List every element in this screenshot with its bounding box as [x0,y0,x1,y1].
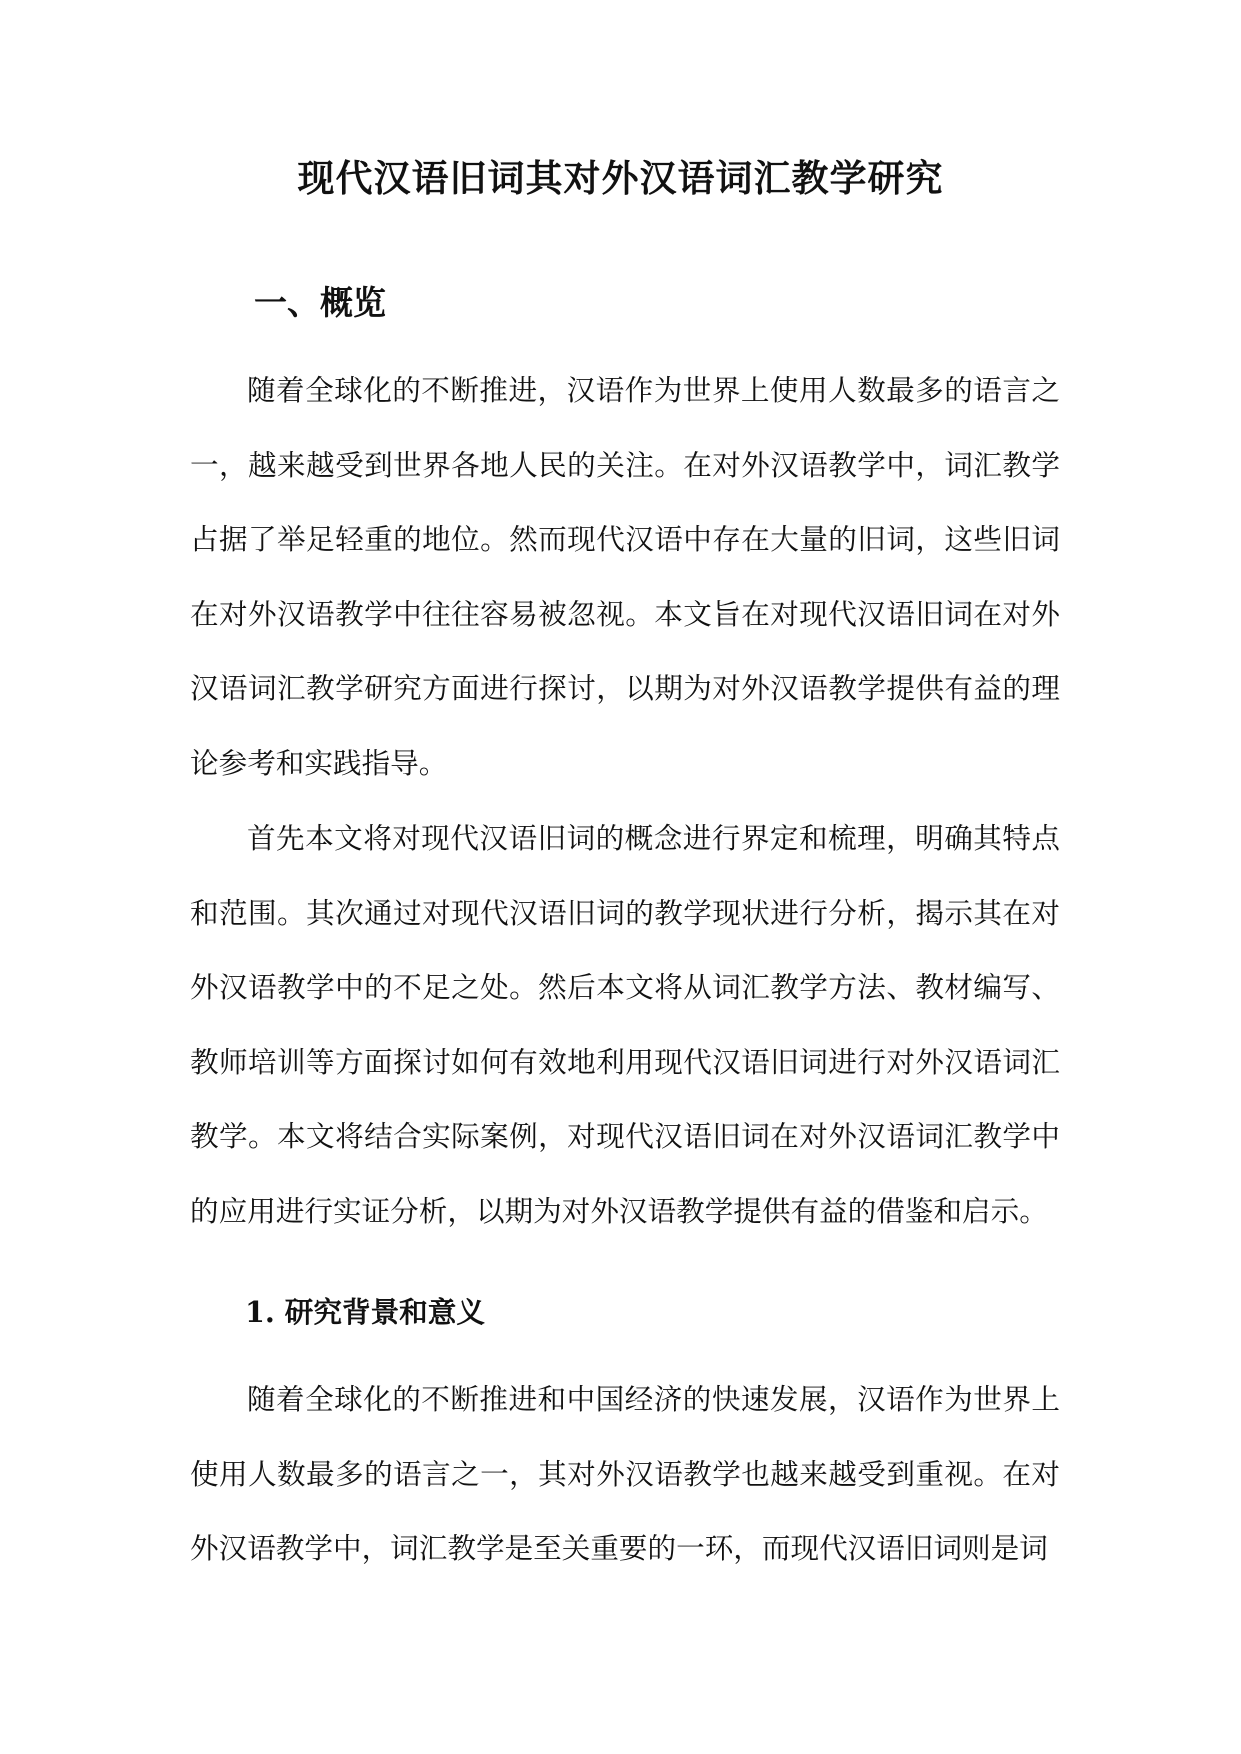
document-title: 现代汉语旧词其对外汉语词汇教学研究 [297,156,944,200]
paragraph: 首先本文将对现代汉语旧词的概念进行界定和梳理，明确其特点和范围。其次通过对现代汉语旧词的教学现状进行分析，揭示其在对外汉语教学中的不足之处。然后本文将从词汇教学方法、教材编写、教师培训等方面探讨如何有效地利用现代汉语旧词进行对外汉语词汇教学。本文将结合实际案例，对现代汉语旧词在对外汉语词汇教学中的应用进行实证分析，以期为对外汉语教学提供有益的借鉴和启示。 [190,821,1060,1228]
paragraph: 随着全球化的不断推进，汉语作为世界上使用人数最多的语言之一，越来越受到世界各地人民的关注。在对外汉语教学中，词汇教学占据了举足轻重的地位。然而现代汉语中存在大量的旧词，这些旧词在对外汉语教学中往往容易被忽视。本文旨在对现代汉语旧词在对外汉语词汇教学研究方面进行探讨，以期为对外汉语教学提供有益的理论参考和实践指导。 [190,373,1060,780]
subsection-heading: 1. 研究背景和意义 [245,1295,485,1329]
section-heading: 一、概览 [254,283,386,322]
paragraph: 随着全球化的不断推进和中国经济的快速发展，汉语作为世界上使用人数最多的语言之一，其对外汉语教学也越来越受到重视。在对外汉语教学中，词汇教学是至关重要的一环，而现代汉语旧词则是词 [190,1382,1060,1565]
